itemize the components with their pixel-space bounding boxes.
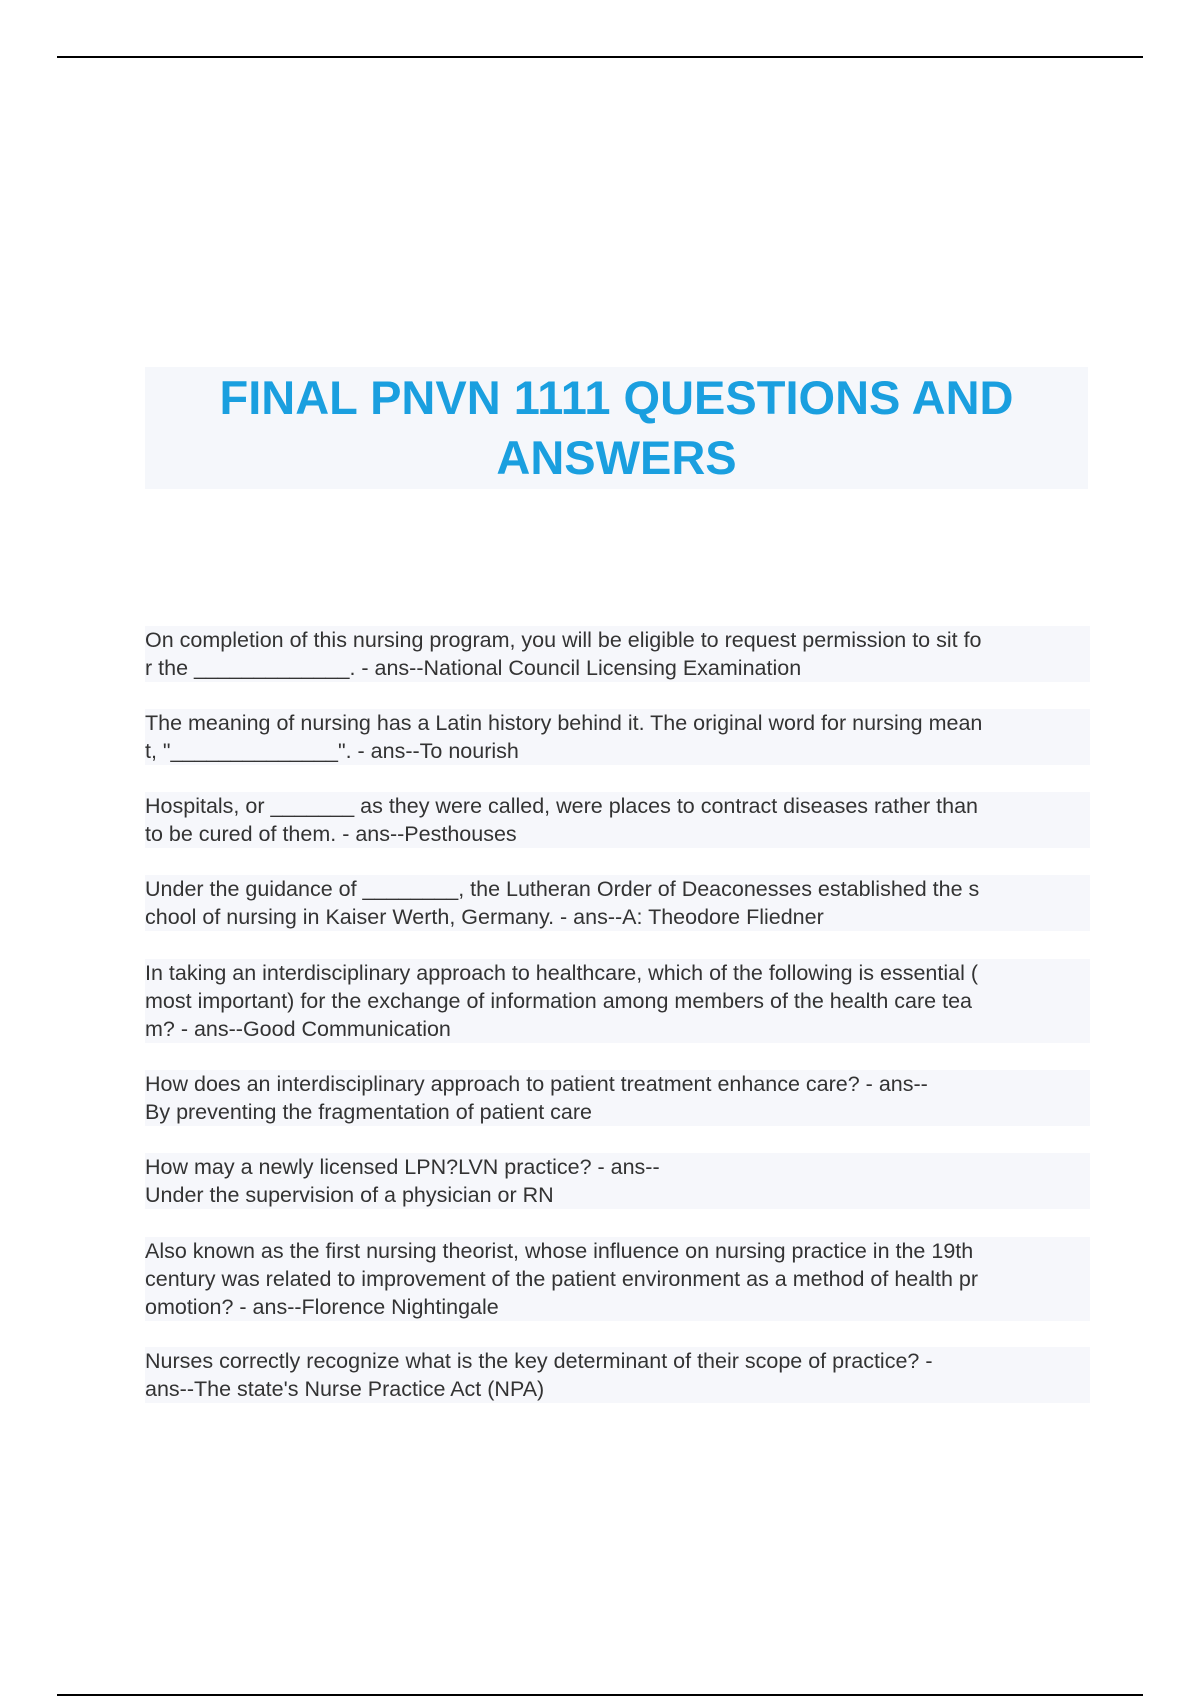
qa-line: Hospitals, or _______ as they were called, were places to contract diseases rather than <box>145 794 978 818</box>
qa-line: r the _____________. - ans--National Council Licensing Examination <box>145 656 802 680</box>
document-title <box>167 368 1067 488</box>
qa-item <box>145 875 1090 931</box>
qa-line: century was related to improvement of the patient environment as a method of health pr <box>145 1267 978 1291</box>
qa-line: Nurses correctly recognize what is the key determinant of their scope of practice? - <box>145 1349 933 1373</box>
qa-line: t, "______________". - ans--To nourish <box>145 739 519 763</box>
qa-line: By preventing the fragmentation of patient care <box>145 1100 592 1124</box>
qa-line: to be cured of them. - ans--Pesthouses <box>145 822 517 846</box>
qa-line: most important) for the exchange of information among members of the health care tea <box>145 989 972 1013</box>
qa-item <box>145 792 1090 848</box>
qa-line: How does an interdisciplinary approach to patient treatment enhance care? - ans-- <box>145 1072 928 1096</box>
qa-item <box>145 959 1090 1043</box>
title-line-1: FINAL PNVN 1111 QUESTIONS AND <box>219 371 1014 424</box>
qa-item <box>145 1153 1090 1209</box>
qa-line: omotion? - ans--Florence Nightingale <box>145 1295 499 1319</box>
qa-line: chool of nursing in Kaiser Werth, Germany. - ans--A: Theodore Fliedner <box>145 905 824 929</box>
qa-item <box>145 709 1090 765</box>
qa-line: On completion of this nursing program, you will be eligible to request permission to sit fo <box>145 628 982 652</box>
title-banner <box>145 367 1088 489</box>
qa-item <box>145 1237 1090 1321</box>
qa-item <box>145 1347 1090 1403</box>
qa-item <box>145 626 1090 682</box>
qa-item <box>145 1070 1090 1126</box>
qa-line: Under the supervision of a physician or RN <box>145 1183 554 1207</box>
qa-line: Under the guidance of ________, the Lutheran Order of Deaconesses established the s <box>145 877 980 901</box>
qa-line: m? - ans--Good Communication <box>145 1017 451 1041</box>
top-rule <box>57 56 1143 58</box>
qa-line: In taking an interdisciplinary approach to healthcare, which of the following is essential ( <box>145 961 978 985</box>
qa-line: ans--The state's Nurse Practice Act (NPA) <box>145 1377 545 1401</box>
qa-line: Also known as the first nursing theorist, whose influence on nursing practice in the 19th <box>145 1239 974 1263</box>
title-line-2: ANSWERS <box>496 431 737 484</box>
qa-line: The meaning of nursing has a Latin history behind it. The original word for nursing mean <box>145 711 983 735</box>
bottom-rule <box>57 1694 1143 1696</box>
qa-line: How may a newly licensed LPN?LVN practice? - ans-- <box>145 1155 660 1179</box>
